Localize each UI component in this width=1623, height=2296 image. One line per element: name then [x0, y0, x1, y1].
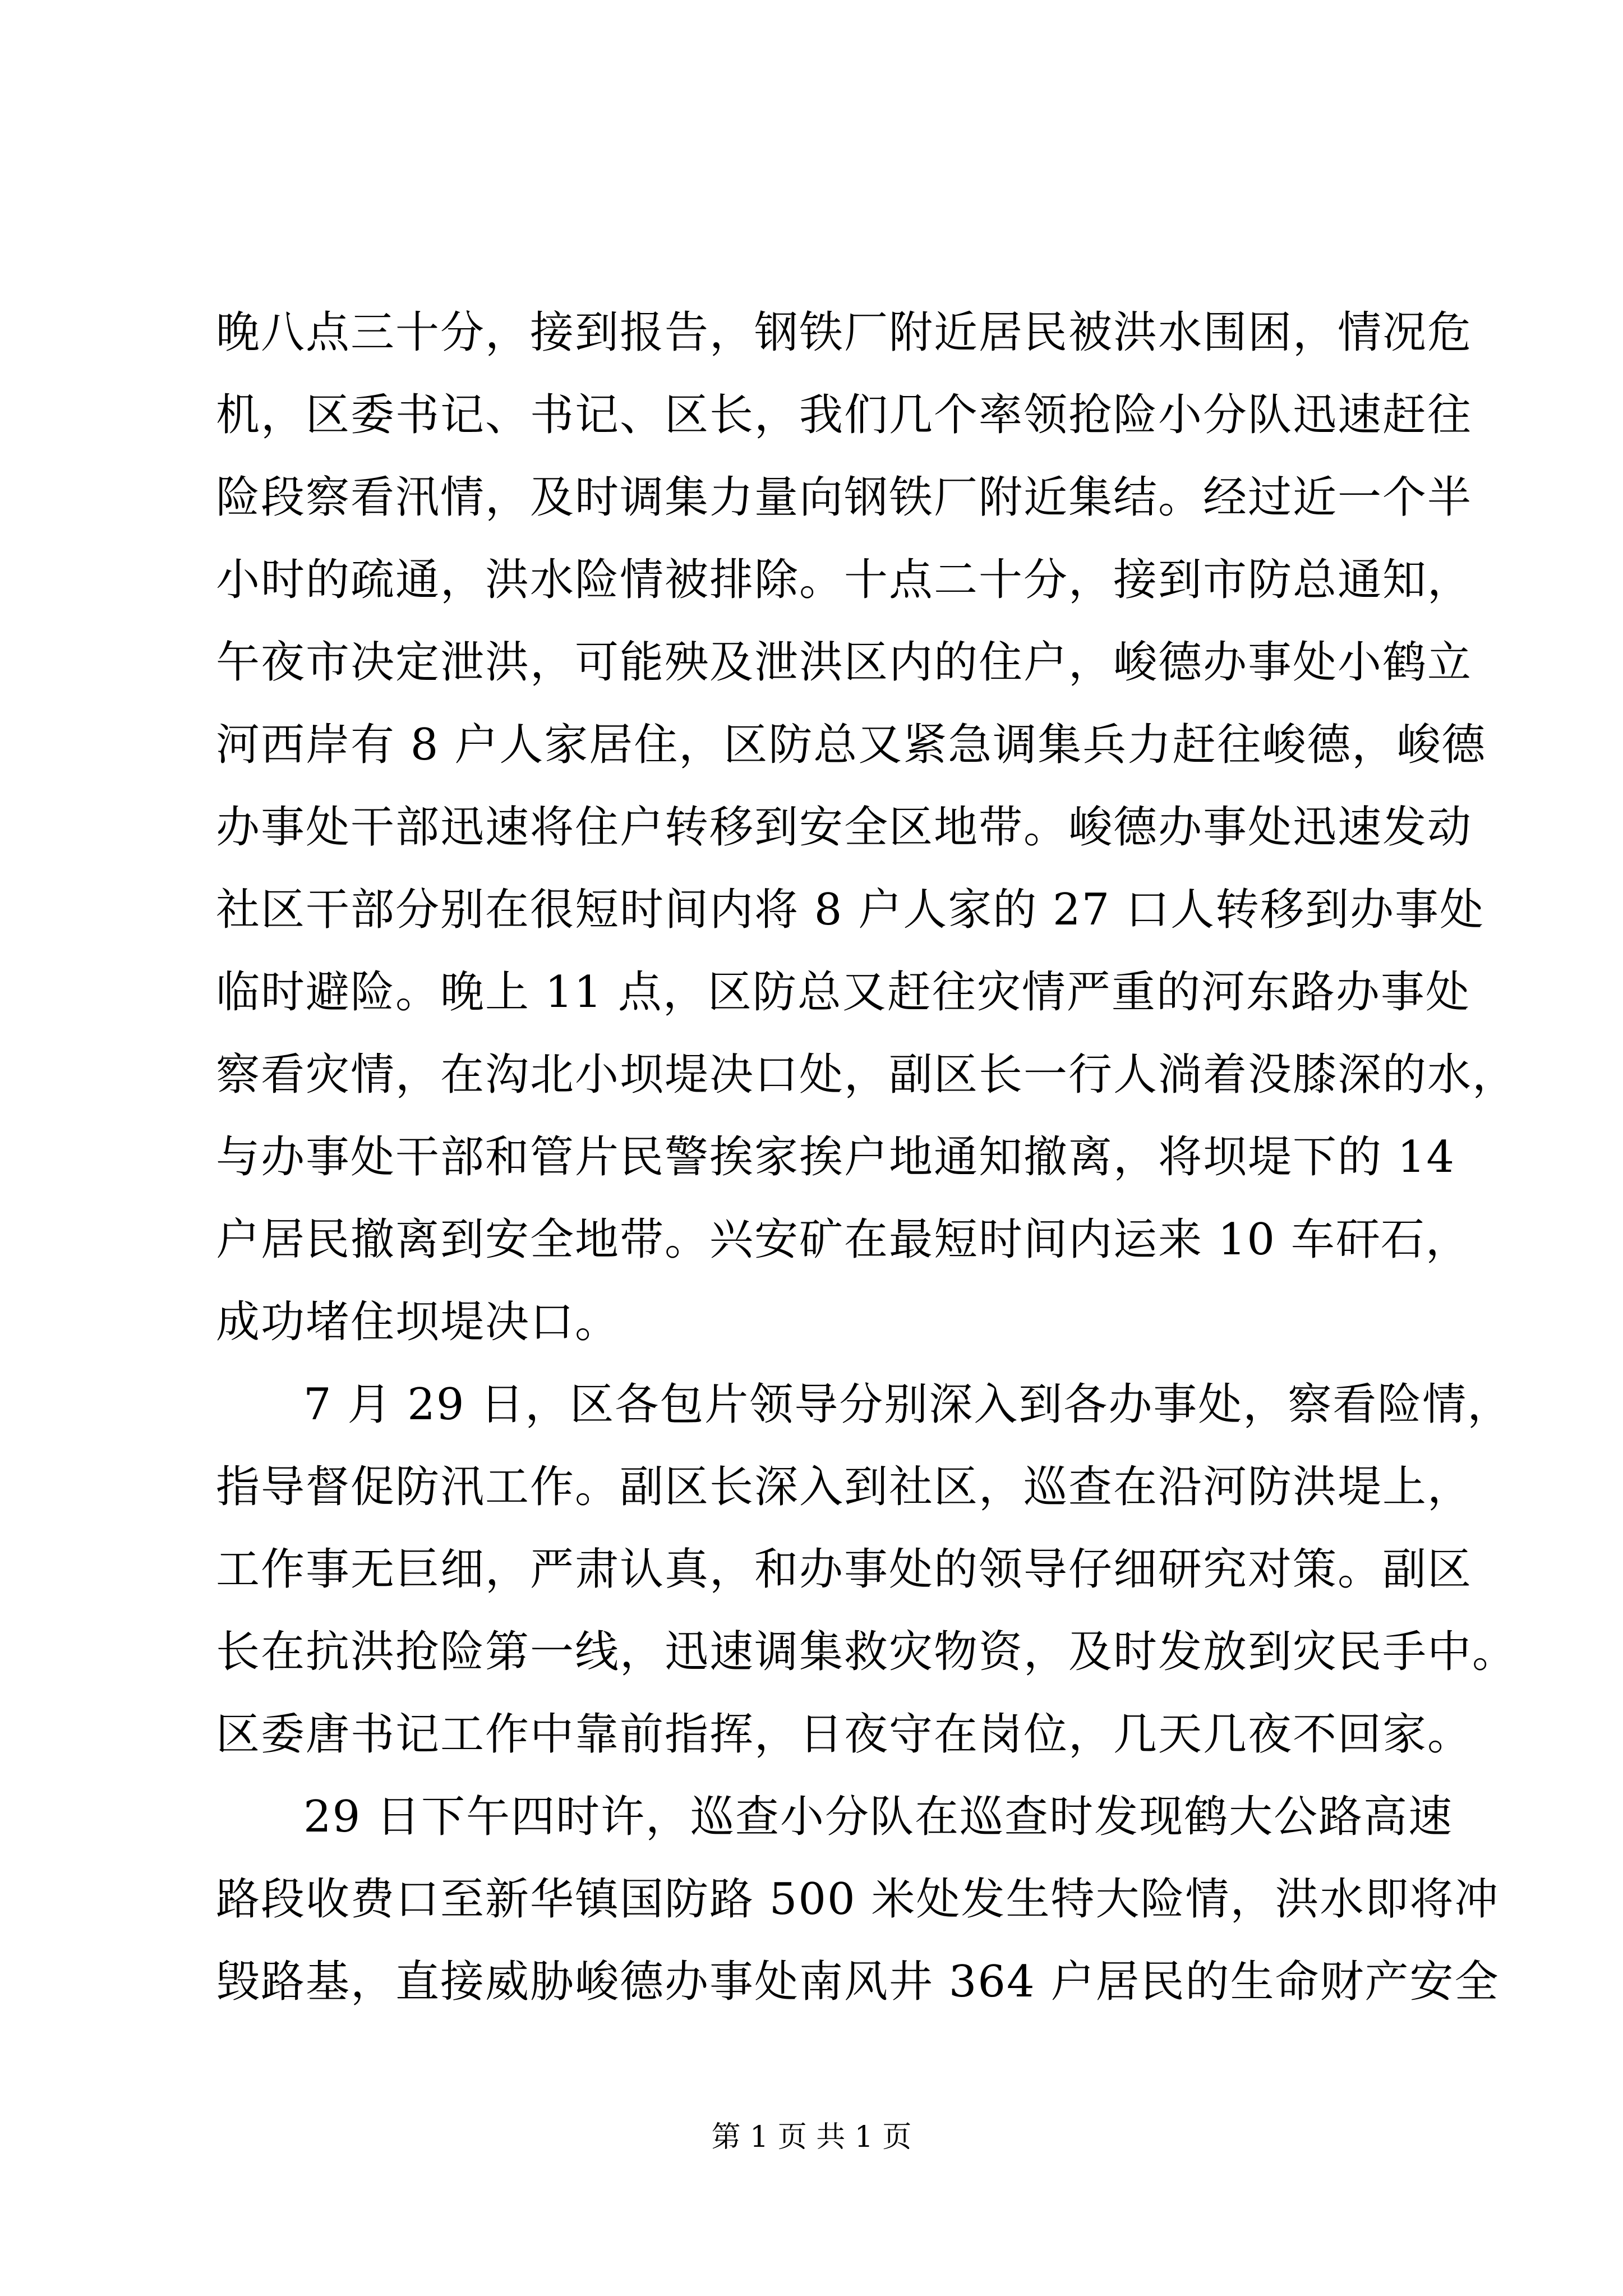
text-line: 河西岸有 8 户人家居住，区防总又紧急调集兵力赶往峻德，峻德	[216, 720, 1487, 770]
text-line: 户居民撤离到安全地带。兴安矿在最短时间内运来 10 车矸石，	[216, 1214, 1470, 1265]
text-line: 毁路基，直接威胁峻德办事处南风井 364 户居民的生命财产安全	[216, 1957, 1500, 2007]
page-footer	[0, 2115, 1623, 2160]
text-line: 察看灾情，在沟北小坝堤决口处，副区长一行人淌着没膝深的水，	[216, 1050, 1518, 1100]
text-line: 工作事无巨细，严肃认真，和办事处的领导仔细研究对策。副区	[216, 1544, 1473, 1595]
text-line: 晚八点三十分，接到报告，钢铁厂附近居民被洪水围困，情况危	[216, 307, 1473, 358]
document-body	[216, 292, 1518, 2023]
text-line: 小时的疏通，洪水险情被排除。十点二十分，接到市防总通知，	[216, 555, 1473, 605]
paragraph-3	[216, 1776, 1500, 2023]
text-line: 与办事处干部和管片民警挨家挨户地通知撤离，将坝堤下的 14	[216, 1132, 1456, 1182]
text-line: 7 月 29 日，区各包片领导分别深入到各办事处，察看险情，	[303, 1379, 1513, 1430]
text-line: 29 日下午四时许，巡查小分队在巡查时发现鹤大公路高速	[303, 1792, 1454, 1842]
text-line: 办事处干部迅速将住户转移到安全区地带。峻德办事处迅速发动	[216, 802, 1473, 853]
page-number-label: 第 1 页 共 1 页	[711, 2120, 912, 2154]
text-line: 长在抗洪抢险第一线，迅速调集救灾物资，及时发放到灾民手中。	[216, 1627, 1518, 1677]
paragraph-1	[216, 292, 1518, 1364]
text-line: 指导督促防汛工作。副区长深入到社区，巡查在沿河防洪堤上，	[216, 1462, 1473, 1512]
text-line: 午夜市决定泄洪，可能殃及泄洪区内的住户，峻德办事处小鹤立	[216, 637, 1473, 688]
text-line: 临时避险。晚上 11 点，区防总又赶往灾情严重的河东路办事处	[216, 967, 1470, 1018]
text-line: 险段察看汛情，及时调集力量向钢铁厂附近集结。经过近一个半	[216, 472, 1473, 523]
text-line: 机，区委书记、书记、区长，我们几个率领抢险小分队迅速赶往	[216, 390, 1473, 440]
text-line: 成功堵住坝堤决口。	[216, 1297, 620, 1347]
text-line: 路段收费口至新华镇国防路 500 米处发生特大险情，洪水即将冲	[216, 1874, 1500, 1925]
paragraph-2	[216, 1364, 1518, 1776]
text-line: 社区干部分别在很短时间内将 8 户人家的 27 口人转移到办事处	[216, 885, 1485, 935]
text-line: 区委唐书记工作中靠前指挥，日夜守在岗位，几天几夜不回家。	[216, 1709, 1473, 1760]
